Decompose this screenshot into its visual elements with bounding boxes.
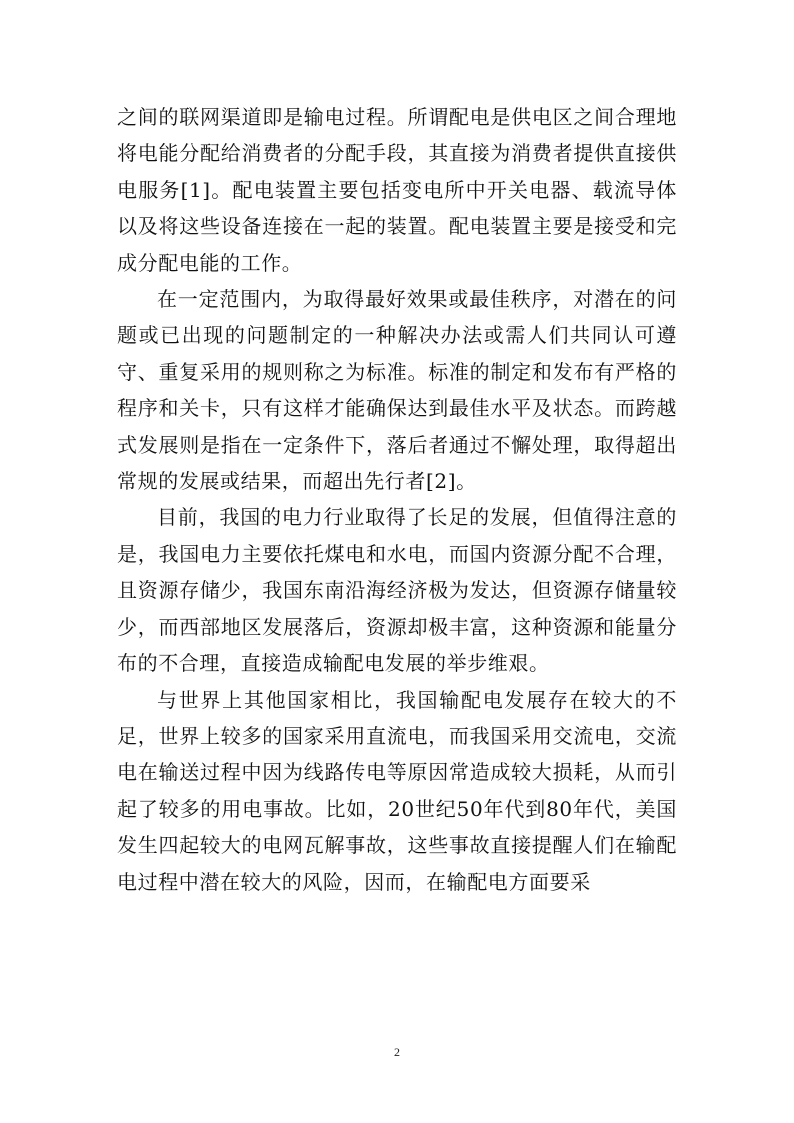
page-number: 2 bbox=[394, 1045, 400, 1059]
paragraph-standards: 在一定范围内，为取得最好效果或最佳秩序，对潜在的问题或已出现的问题制定的一种解决办法或需人们共同认可遵守、重复采用的规则称之为标准。标准的制定和发布有严格的程序和关卡，只有这样才能确保达到最佳水平及状态。而跨越式发展则是指在一定条件下，落后者通过不懈处理，取得超出常规的发展或结果，而超出先行者[2]。 bbox=[117, 287, 677, 494]
paragraph-comparison: 与世界上其他国家相比，我国输配电发展存在较大的不足，世界上较多的国家采用直流电，而我国采用交流电，交流电在输送过程中因为线路传电等原因常造成较大损耗，从而引起了较多的用电事故。比如，20世纪50年代到80年代，美国发生四起较大的电网瓦解事故，这些事故直接提醒人们在输配电过程中潜在较大的风险，因而，在输配电方面要采 bbox=[117, 687, 677, 894]
paragraph-continued: 之间的联网渠道即是输电过程。所谓配电是供电区之间合理地将电能分配给消费者的分配手段，其直接为消费者提供直接供电服务[1]。配电装置主要包括变电所中开关电器、载流导体以及将这些设备连接在一起的装置。配电装置主要是接受和完成分配电能的工作。 bbox=[117, 105, 677, 275]
paragraph-current-status: 目前，我国的电力行业取得了长足的发展，但值得注意的是，我国电力主要依托煤电和水电，而国内资源分配不合理，且资源存储少，我国东南沿海经济极为发达，但资源存储量较少，而西部地区发展落后，资源却极丰富，这种资源和能量分布的不合理，直接造成输配电发展的举步维艰。 bbox=[117, 505, 677, 676]
document-body bbox=[117, 99, 677, 900]
